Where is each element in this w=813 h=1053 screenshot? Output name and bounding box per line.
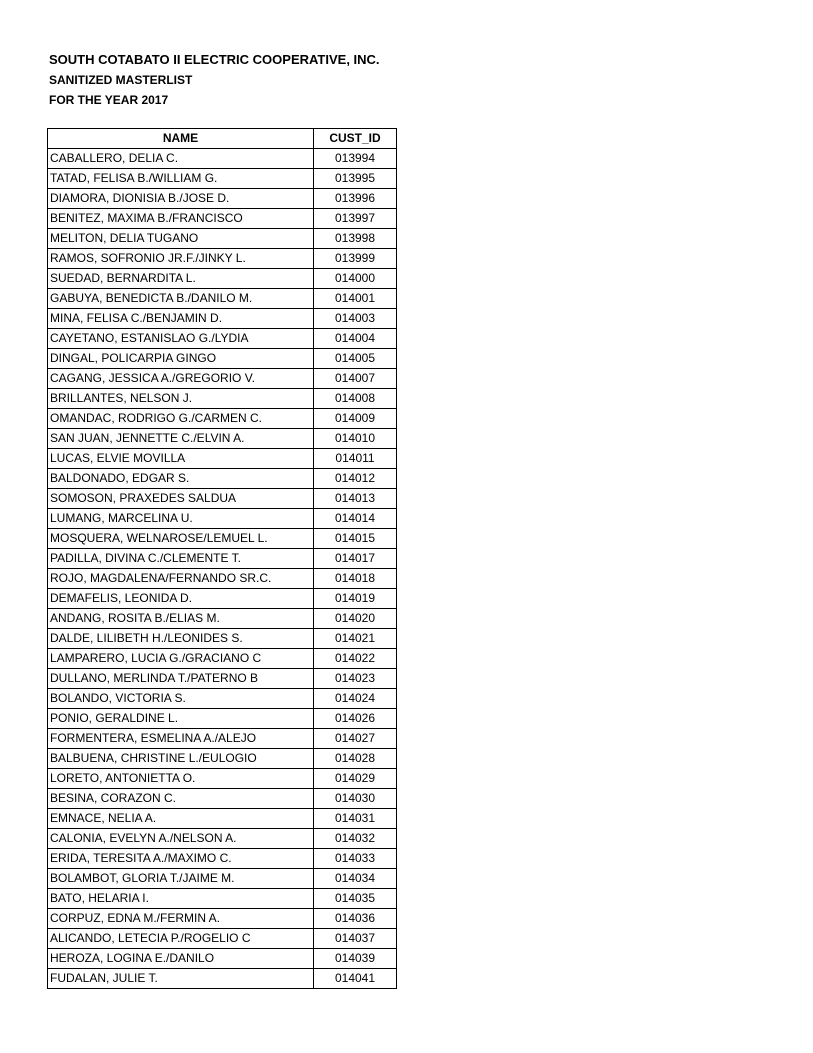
table-row [48, 369, 397, 389]
customer-name-cell: ERIDA, TERESITA A./MAXIMO C. [48, 849, 314, 869]
table-row [48, 229, 397, 249]
table-row [48, 309, 397, 329]
customer-id-cell: 014007 [314, 369, 397, 389]
customer-id-cell: 014028 [314, 749, 397, 769]
customer-id-cell: 014031 [314, 809, 397, 829]
table-row [48, 849, 397, 869]
document-year: FOR THE YEAR 2017 [49, 93, 169, 107]
table-row [48, 269, 397, 289]
table-row [48, 349, 397, 369]
customer-id-cell: 014022 [314, 649, 397, 669]
customer-id-cell: 014023 [314, 669, 397, 689]
table-row [48, 729, 397, 749]
company-title: SOUTH COTABATO II ELECTRIC COOPERATIVE, INC. [49, 52, 380, 67]
customer-id-cell: 014020 [314, 609, 397, 629]
table-header-row [48, 129, 397, 149]
table-row [48, 629, 397, 649]
customer-id-cell: 014036 [314, 909, 397, 929]
masterlist-table [47, 128, 397, 989]
customer-name-cell: MINA, FELISA C./BENJAMIN D. [48, 309, 314, 329]
customer-name-cell: GABUYA, BENEDICTA B./DANILO M. [48, 289, 314, 309]
customer-id-cell: 014034 [314, 869, 397, 889]
customer-name-cell: BALBUENA, CHRISTINE L./EULOGIO [48, 749, 314, 769]
customer-id-cell: 014024 [314, 689, 397, 709]
table-row [48, 529, 397, 549]
table-row [48, 949, 397, 969]
customer-id-cell: 014017 [314, 549, 397, 569]
customer-id-cell: 014026 [314, 709, 397, 729]
customer-id-cell: 014009 [314, 409, 397, 429]
customer-id-cell: 014037 [314, 929, 397, 949]
customer-name-cell: FORMENTERA, ESMELINA A./ALEJO [48, 729, 314, 749]
customer-name-cell: DULLANO, MERLINDA T./PATERNO B [48, 669, 314, 689]
customer-name-cell: CAYETANO, ESTANISLAO G./LYDIA [48, 329, 314, 349]
customer-id-cell: 014011 [314, 449, 397, 469]
table-row [48, 469, 397, 489]
column-header-name: NAME [48, 129, 314, 149]
table-row [48, 689, 397, 709]
customer-id-cell: 014012 [314, 469, 397, 489]
customer-name-cell: SUEDAD, BERNARDITA L. [48, 269, 314, 289]
table-row [48, 489, 397, 509]
customer-id-cell: 014021 [314, 629, 397, 649]
customer-name-cell: BENITEZ, MAXIMA B./FRANCISCO [48, 209, 314, 229]
customer-id-cell: 014018 [314, 569, 397, 589]
customer-name-cell: BATO, HELARIA I. [48, 889, 314, 909]
table-row [48, 209, 397, 229]
customer-name-cell: PONIO, GERALDINE L. [48, 709, 314, 729]
table-row [48, 569, 397, 589]
table-row [48, 389, 397, 409]
customer-id-cell: 014003 [314, 309, 397, 329]
customer-id-cell: 014000 [314, 269, 397, 289]
customer-id-cell: 013997 [314, 209, 397, 229]
customer-name-cell: ROJO, MAGDALENA/FERNANDO SR.C. [48, 569, 314, 589]
table-row [48, 749, 397, 769]
column-header-cust-id: CUST_ID [314, 129, 397, 149]
customer-id-cell: 013998 [314, 229, 397, 249]
customer-id-cell: 014013 [314, 489, 397, 509]
table-row [48, 549, 397, 569]
customer-name-cell: ANDANG, ROSITA B./ELIAS M. [48, 609, 314, 629]
customer-name-cell: PADILLA, DIVINA C./CLEMENTE T. [48, 549, 314, 569]
table-row [48, 649, 397, 669]
customer-name-cell: HEROZA, LOGINA E./DANILO [48, 949, 314, 969]
customer-name-cell: LAMPARERO, LUCIA G./GRACIANO C [48, 649, 314, 669]
customer-id-cell: 014033 [314, 849, 397, 869]
customer-id-cell: 013994 [314, 149, 397, 169]
customer-name-cell: LUMANG, MARCELINA U. [48, 509, 314, 529]
customer-id-cell: 014004 [314, 329, 397, 349]
customer-name-cell: BOLAMBOT, GLORIA T./JAIME M. [48, 869, 314, 889]
customer-id-cell: 014005 [314, 349, 397, 369]
customer-id-cell: 013999 [314, 249, 397, 269]
table-row [48, 809, 397, 829]
table-row [48, 249, 397, 269]
customer-name-cell: CALONIA, EVELYN A./NELSON A. [48, 829, 314, 849]
customer-name-cell: TATAD, FELISA B./WILLIAM G. [48, 169, 314, 189]
table-row [48, 889, 397, 909]
customer-name-cell: BRILLANTES, NELSON J. [48, 389, 314, 409]
customer-name-cell: SAN JUAN, JENNETTE C./ELVIN A. [48, 429, 314, 449]
table-row [48, 829, 397, 849]
document-subtitle: SANITIZED MASTERLIST [49, 73, 193, 87]
customer-id-cell: 014027 [314, 729, 397, 749]
customer-name-cell: CABALLERO, DELIA C. [48, 149, 314, 169]
customer-id-cell: 014039 [314, 949, 397, 969]
customer-name-cell: RAMOS, SOFRONIO JR.F./JINKY L. [48, 249, 314, 269]
table-row [48, 449, 397, 469]
customer-id-cell: 014030 [314, 789, 397, 809]
customer-name-cell: CAGANG, JESSICA A./GREGORIO V. [48, 369, 314, 389]
table-row [48, 709, 397, 729]
table-row [48, 609, 397, 629]
table-row [48, 149, 397, 169]
customer-id-cell: 014008 [314, 389, 397, 409]
customer-name-cell: LORETO, ANTONIETTA O. [48, 769, 314, 789]
customer-id-cell: 014001 [314, 289, 397, 309]
customer-id-cell: 014014 [314, 509, 397, 529]
customer-id-cell: 013995 [314, 169, 397, 189]
table-row [48, 589, 397, 609]
customer-id-cell: 014019 [314, 589, 397, 609]
customer-name-cell: LUCAS, ELVIE MOVILLA [48, 449, 314, 469]
table-row [48, 429, 397, 449]
table-row [48, 769, 397, 789]
customer-name-cell: ALICANDO, LETECIA P./ROGELIO C [48, 929, 314, 949]
table-row [48, 909, 397, 929]
table-row [48, 169, 397, 189]
table-row [48, 789, 397, 809]
table-row [48, 289, 397, 309]
customer-name-cell: OMANDAC, RODRIGO G./CARMEN C. [48, 409, 314, 429]
customer-name-cell: DIAMORA, DIONISIA B./JOSE D. [48, 189, 314, 209]
table-row [48, 669, 397, 689]
table-row [48, 329, 397, 349]
table-row [48, 509, 397, 529]
customer-name-cell: CORPUZ, EDNA M./FERMIN A. [48, 909, 314, 929]
customer-name-cell: BALDONADO, EDGAR S. [48, 469, 314, 489]
customer-name-cell: FUDALAN, JULIE T. [48, 969, 314, 989]
table-row [48, 969, 397, 989]
table-row [48, 869, 397, 889]
customer-id-cell: 014035 [314, 889, 397, 909]
customer-name-cell: EMNACE, NELIA A. [48, 809, 314, 829]
customer-id-cell: 014010 [314, 429, 397, 449]
customer-id-cell: 014032 [314, 829, 397, 849]
customer-id-cell: 014015 [314, 529, 397, 549]
customer-name-cell: DEMAFELIS, LEONIDA D. [48, 589, 314, 609]
customer-name-cell: DINGAL, POLICARPIA GINGO [48, 349, 314, 369]
table-row [48, 929, 397, 949]
customer-name-cell: BESINA, CORAZON C. [48, 789, 314, 809]
customer-name-cell: MELITON, DELIA TUGANO [48, 229, 314, 249]
table-row [48, 189, 397, 209]
customer-id-cell: 014029 [314, 769, 397, 789]
table-body [48, 149, 397, 989]
customer-name-cell: BOLANDO, VICTORIA S. [48, 689, 314, 709]
customer-name-cell: DALDE, LILIBETH H./LEONIDES S. [48, 629, 314, 649]
customer-name-cell: SOMOSON, PRAXEDES SALDUA [48, 489, 314, 509]
customer-id-cell: 013996 [314, 189, 397, 209]
table-row [48, 409, 397, 429]
customer-id-cell: 014041 [314, 969, 397, 989]
customer-name-cell: MOSQUERA, WELNAROSE/LEMUEL L. [48, 529, 314, 549]
document-header [49, 50, 380, 110]
